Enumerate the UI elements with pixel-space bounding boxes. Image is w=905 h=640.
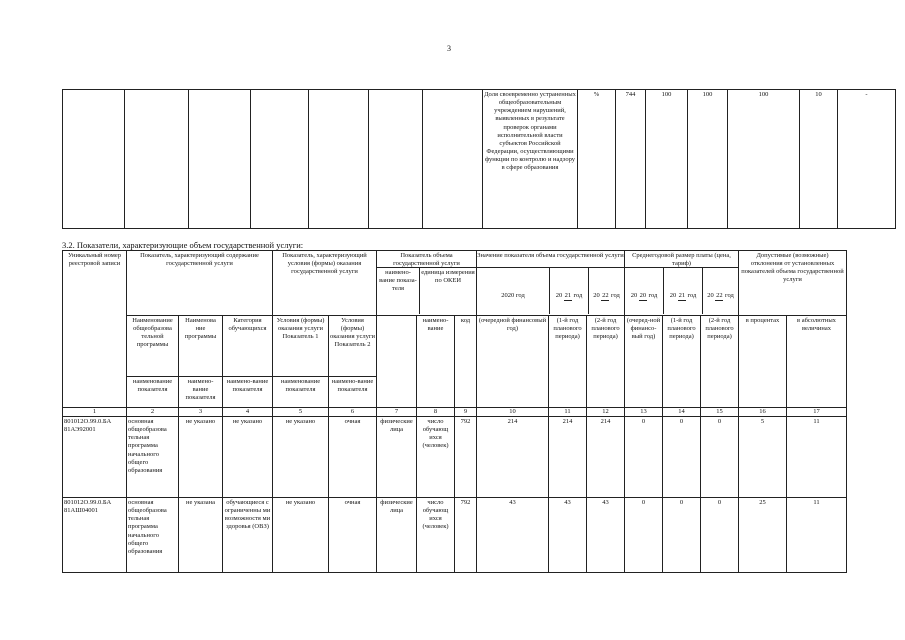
row-value-2021: 43 — [549, 498, 587, 573]
header-unit-name: наимено-вание — [417, 316, 455, 408]
column-number: 16 — [739, 408, 787, 417]
cell — [423, 90, 483, 229]
column-number: 17 — [787, 408, 847, 417]
column-number: 6 — [329, 408, 377, 417]
header-program: Наименование общеобразова тельной программы — [127, 316, 179, 377]
header-volume-title: Показатель объема государственной услуги — [377, 251, 476, 268]
header-price-2021-sub: (1-й год планового периода) — [663, 316, 701, 408]
year-word: год — [648, 292, 658, 299]
header-price-2022-sub: (2-й год планового периода) — [701, 316, 739, 408]
header-dev-pct: в процентах — [739, 316, 787, 408]
header-unit-code: код — [455, 316, 477, 408]
quality-2022: 100 — [728, 90, 800, 229]
column-number: 14 — [663, 408, 701, 417]
row-unit-name: число обучающ ихся (человек) — [417, 498, 455, 573]
year-prefix: 20 — [707, 292, 714, 299]
row-value-2022: 43 — [587, 498, 625, 573]
row-program: основная общеобразова тельная программа начального общего образования — [127, 498, 179, 573]
header-dev-abs: в абсолютных величинах — [787, 316, 847, 408]
page-number: 3 — [447, 44, 451, 53]
row-unit-name: число обучающ ихся (человек) — [417, 417, 455, 498]
year-suffix: 22 — [601, 292, 609, 301]
continuation-row — [63, 90, 896, 229]
row-condition-2: очная — [329, 498, 377, 573]
row-unit-code: 792 — [455, 498, 477, 573]
column-number: 8 — [417, 408, 455, 417]
year-label: 2020 год — [501, 292, 525, 299]
row-condition-1: не указано — [273, 498, 329, 573]
year-word: год — [573, 292, 583, 299]
row-dev-pct: 25 — [739, 498, 787, 573]
continuation-table-wrap — [62, 89, 896, 229]
row-condition-1: не указано — [273, 417, 329, 498]
quality-dev-abs: - — [838, 90, 896, 229]
header-program-name: Наименова ние программы — [179, 316, 223, 377]
row-price-2022: 0 — [701, 498, 739, 573]
cell — [251, 90, 309, 229]
column-number: 12 — [587, 408, 625, 417]
header-value — [477, 251, 625, 316]
column-number: 15 — [701, 408, 739, 417]
header-value-title: Значение показателя объема государственной услуги — [477, 251, 624, 268]
header-naming: наимено-вание показателя — [223, 377, 273, 408]
year-word: год — [687, 292, 697, 299]
section-title: 3.2. Показатели, характеризующие объем государственной услуги: — [62, 240, 304, 250]
column-number: 7 — [377, 408, 417, 417]
header-price-2021 — [664, 268, 703, 314]
row-program: основная общеобразова тельная программа начального общего образования — [127, 417, 179, 498]
row-price-2021: 0 — [663, 417, 701, 498]
header-volume — [377, 251, 477, 316]
column-number: 1 — [63, 408, 127, 417]
quality-dev-pct: 10 — [800, 90, 838, 229]
header-price-2022 — [703, 268, 738, 314]
year-prefix: 20 — [555, 292, 563, 299]
row-indicator: физические лица — [377, 417, 417, 498]
year-prefix: 20 — [630, 292, 638, 299]
volume-table — [62, 250, 847, 573]
header-volume-name-cont — [377, 316, 417, 408]
header-price — [625, 251, 739, 316]
column-number: 5 — [273, 408, 329, 417]
header-category: Категория обучающихся — [223, 316, 273, 377]
row-value-2022: 214 — [587, 417, 625, 498]
header-condition-1: Условия (формы) оказания услуги Показатель 1 — [273, 316, 329, 377]
row-name: не указано — [179, 417, 223, 498]
header-value-2020-sub: (очередной финансовый год) — [477, 316, 549, 408]
header-value-2020 — [477, 268, 550, 314]
row-unit-code: 792 — [455, 417, 477, 498]
header-deviation: Допустимые (возможные) отклонения от установленных показателей объема государственной услуги — [739, 251, 847, 316]
year-suffix: 21 — [678, 292, 686, 301]
quality-code: 744 — [616, 90, 646, 229]
header-row-2 — [63, 316, 847, 377]
year-suffix: 21 — [564, 292, 572, 301]
header-condition-2: Условия (формы) оказания услуги Показатель 2 — [329, 316, 377, 377]
header-content: Показатель, характеризующий содержание государственной услуги — [127, 251, 273, 316]
header-naming: наименование показателя — [127, 377, 179, 408]
quality-2020: 100 — [646, 90, 688, 229]
header-value-2021 — [550, 268, 589, 314]
column-number: 13 — [625, 408, 663, 417]
quality-2021: 100 — [688, 90, 728, 229]
row-condition-2: очная — [329, 417, 377, 498]
quality-indicator-name: Доля своевременно устраненных общеобразовательным учреждением нарушений, выявленных в результате проверок органами исполнительной власти субъектов Российской Федерации, осуществляющими функции по контролю и надзору в сфере образования — [483, 90, 578, 229]
row-price-2020: 0 — [625, 498, 663, 573]
row-value-2020: 43 — [477, 498, 549, 573]
cell — [189, 90, 251, 229]
row-category: не указано — [223, 417, 273, 498]
row-indicator: физические лица — [377, 498, 417, 573]
column-number: 2 — [127, 408, 179, 417]
column-number: 9 — [455, 408, 477, 417]
table-row — [63, 498, 847, 573]
cell — [125, 90, 189, 229]
quality-unit: % — [578, 90, 616, 229]
column-number: 11 — [549, 408, 587, 417]
cell — [63, 90, 125, 229]
header-naming: наимено-вание показателя — [179, 377, 223, 408]
header-naming: наимено-вание показателя — [329, 377, 377, 408]
cell — [309, 90, 369, 229]
row-price-2020: 0 — [625, 417, 663, 498]
header-price-2020-sub: (очеред-ной финансо-вый год) — [625, 316, 663, 408]
year-prefix: 20 — [669, 292, 677, 299]
year-prefix: 20 — [593, 292, 600, 299]
header-value-2022 — [589, 268, 624, 314]
column-number: 3 — [179, 408, 223, 417]
column-number: 10 — [477, 408, 549, 417]
continuation-table — [62, 89, 896, 229]
year-suffix: 22 — [715, 292, 723, 301]
row-dev-abs: 11 — [787, 498, 847, 573]
column-numbers-row — [63, 408, 847, 417]
header-naming: наименование показателя — [273, 377, 329, 408]
row-value-2020: 214 — [477, 417, 549, 498]
row-price-2021: 0 — [663, 498, 701, 573]
row-value-2021: 214 — [549, 417, 587, 498]
table-row — [63, 417, 847, 498]
row-name: не указана — [179, 498, 223, 573]
row-dev-abs: 11 — [787, 417, 847, 498]
row-dev-pct: 5 — [739, 417, 787, 498]
header-value-2022-sub: (2-й год планового периода) — [587, 316, 625, 408]
header-price-title: Среднегодовой размер платы (цена, тариф) — [625, 251, 738, 268]
row-category: обучающиеся с ограниченны ми возможностя ми здоровья (ОВЗ) — [223, 498, 273, 573]
cell — [369, 90, 423, 229]
volume-table-wrap — [62, 250, 847, 573]
header-volume-name: наимено-вание показа-теля — [377, 268, 420, 314]
row-id: 801012О.99.0.БА 81АШ04001 — [63, 498, 127, 573]
year-word: год — [610, 292, 620, 299]
header-conditions: Показатель, характеризующий условия (формы) оказания государственной услуги — [273, 251, 377, 316]
header-volume-unit: единица измерения по ОКЕИ — [421, 269, 475, 285]
column-number: 4 — [223, 408, 273, 417]
header-row-1 — [63, 251, 847, 316]
header-value-2021-sub: (1-й год планового периода) — [549, 316, 587, 408]
row-id: 801012О.99.0.БА 81АЭ92001 — [63, 417, 127, 498]
header-price-2020 — [625, 268, 664, 314]
year-word: год — [724, 292, 734, 299]
row-price-2022: 0 — [701, 417, 739, 498]
header-unique-number: Уникальный номер реестровой записи — [63, 251, 127, 408]
year-suffix: 20 — [639, 292, 647, 301]
